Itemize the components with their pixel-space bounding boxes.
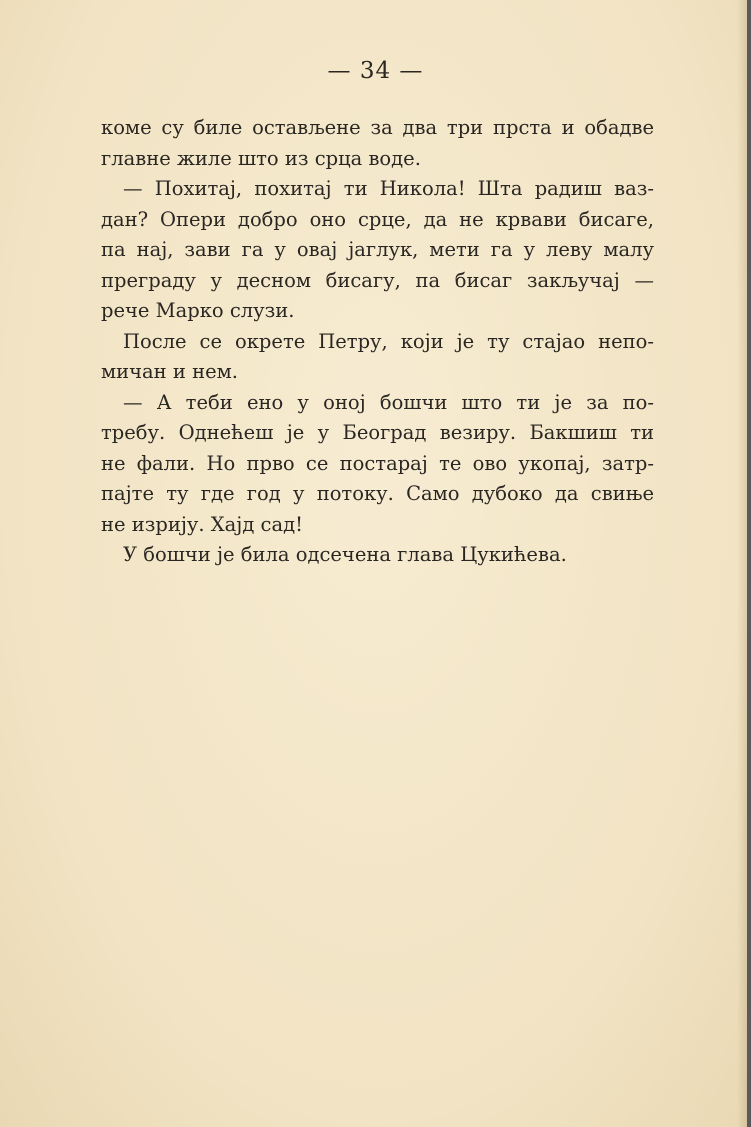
page-edge-shadow [737, 0, 747, 1127]
text-line: У бошчи је била одсечена глава Цукићева. [123, 543, 567, 566]
page-edge [747, 0, 751, 1127]
text-line: мичан и нем. [101, 360, 238, 383]
text-line: коме су биле остављене за два три прста и обадве [101, 116, 654, 139]
text-line: па нај, зави га у овај јаглук, мети га у леву малу [101, 238, 654, 261]
text-line: требу. Однећеш је у Београд везиру. Бакшиш ти [101, 421, 654, 444]
text-line: — Похитај, похитај ти Никола! Шта радиш ваз- [123, 177, 654, 200]
text-line: — А теби ено у оној бошчи што ти је за по- [123, 390, 654, 414]
text-line: преграду у десном бисагу, па бисаг закључај — [101, 268, 654, 292]
page-number: — 34 — [327, 58, 424, 84]
text-line: пајте ту где год у потоку. Само дубоко да свиње [101, 482, 654, 505]
text-line: рече Марко слузи. [101, 299, 295, 322]
body-text [101, 113, 654, 571]
text-line: дан? Опери добро оно срце, да не крвави бисаге, [101, 207, 654, 231]
text-line: После се окрете Петру, који је ту стајао непо- [123, 329, 654, 353]
text-line: не изрију. Хајд сад! [101, 512, 303, 536]
text-line: главне жиле што из срца воде. [101, 146, 421, 170]
text-line: не фали. Но прво се постарај те ово укопај, затр- [101, 451, 654, 475]
